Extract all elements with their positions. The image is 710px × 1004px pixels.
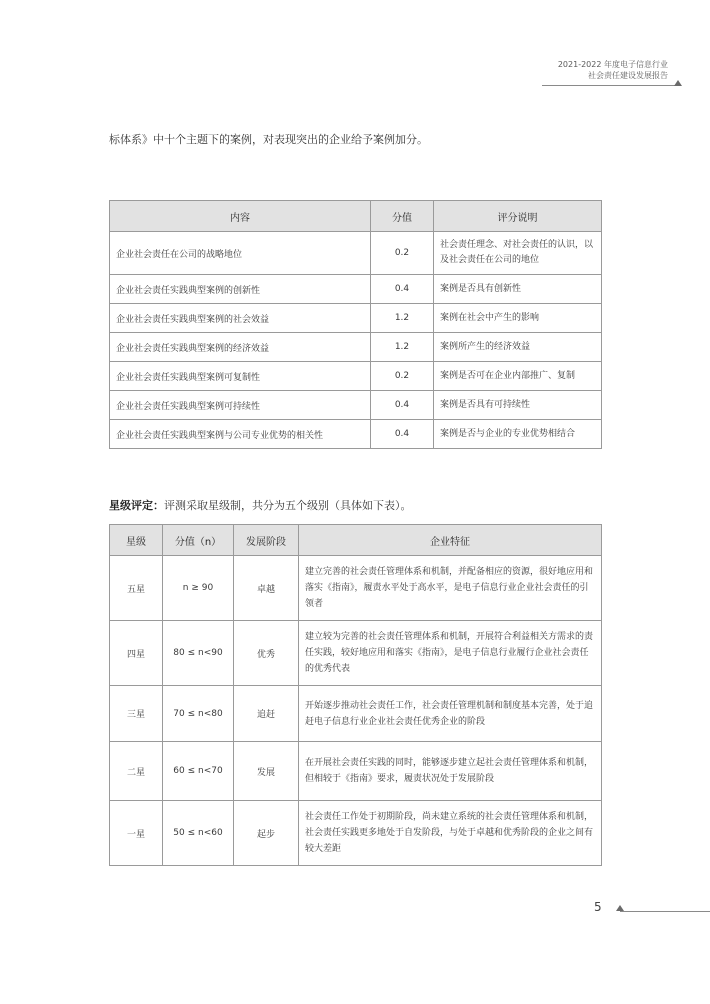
cell-score: 70 ≤ n<80 [163, 686, 234, 742]
cell-score: 0.4 [371, 420, 434, 449]
cell-score: 1.2 [371, 333, 434, 362]
page-number: 5 [594, 900, 602, 914]
cell-desc: 案例在社会中产生的影响 [434, 304, 602, 333]
cell-desc: 案例是否可在企业内部推广、复制 [434, 362, 602, 391]
col-header-score: 分值（n） [163, 525, 234, 556]
case-scoring-table [109, 200, 602, 449]
table-row [110, 362, 602, 391]
col-header-score: 分值 [371, 201, 434, 232]
table-row [110, 304, 602, 333]
cell-feature: 社会责任工作处于初期阶段，尚未建立系统的社会责任管理体系和机制，社会责任实践更多地处于自发阶段，与处于卓越和优秀阶段的企业之间有较大差距 [299, 801, 602, 866]
header-line1: 2021-2022 年度电子信息行业 [557, 60, 668, 69]
cell-feature: 建立完善的社会责任管理体系和机制，并配备相应的资源，很好地应用和落实《指南》，履责水平处于高水平，是电子信息行业企业社会责任的引领者 [299, 556, 602, 621]
table-row [110, 686, 602, 742]
cell-score: 0.2 [371, 362, 434, 391]
cell-score: 80 ≤ n<90 [163, 621, 234, 686]
cell-score: 50 ≤ n<60 [163, 801, 234, 866]
cell-feature: 开始逐步推动社会责任工作，社会责任管理机制和制度基本完善，处于追赶电子信息行业企业社会责任优秀企业的阶段 [299, 686, 602, 742]
table-row [110, 391, 602, 420]
cell-content: 企业社会责任实践典型案例的社会效益 [110, 304, 371, 333]
cell-content: 企业社会责任在公司的战略地位 [110, 232, 371, 275]
cell-content: 企业社会责任实践典型案例可复制性 [110, 362, 371, 391]
col-header-stage: 发展阶段 [234, 525, 299, 556]
cell-stage: 优秀 [234, 621, 299, 686]
cell-content: 企业社会责任实践典型案例的经济效益 [110, 333, 371, 362]
cell-score: 60 ≤ n<70 [163, 742, 234, 801]
cell-content: 企业社会责任实践典型案例可持续性 [110, 391, 371, 420]
report-header [558, 59, 668, 81]
cell-star: 一星 [110, 801, 163, 866]
table-row [110, 232, 602, 275]
table-row [110, 801, 602, 866]
table-header-row [110, 525, 602, 556]
col-header-feature: 企业特征 [299, 525, 602, 556]
intro-paragraph: 标体系》中十个主题下的案例，对表现突出的企业给予案例加分。 [109, 133, 428, 146]
cell-score: n ≥ 90 [163, 556, 234, 621]
cell-content: 企业社会责任实践典型案例与公司专业优势的相关性 [110, 420, 371, 449]
cell-score: 0.4 [371, 275, 434, 304]
cell-desc: 案例是否与企业的专业优势相结合 [434, 420, 602, 449]
star-rating-table [109, 524, 602, 866]
star-rating-text: 评测采取星级制，共分为五个级别（具体如下表）。 [164, 499, 412, 512]
cell-desc: 案例所产生的经济效益 [434, 333, 602, 362]
header-line2: 社会责任建设发展报告 [588, 71, 668, 80]
table-row [110, 420, 602, 449]
star-rating-paragraph [109, 497, 412, 513]
header-divider [542, 85, 680, 86]
cell-feature: 建立较为完善的社会责任管理体系和机制，开展符合利益相关方需求的责任实践，较好地应用和落实《指南》，是电子信息行业履行企业社会责任的优秀代表 [299, 621, 602, 686]
cell-star: 四星 [110, 621, 163, 686]
cell-feature: 在开展社会责任实践的同时，能够逐步建立起社会责任管理体系和机制，但相较于《指南》要求，履责状况处于发展阶段 [299, 742, 602, 801]
cell-star: 二星 [110, 742, 163, 801]
cell-stage: 发展 [234, 742, 299, 801]
col-header-star: 星级 [110, 525, 163, 556]
table-row [110, 621, 602, 686]
cell-star: 五星 [110, 556, 163, 621]
footer-divider [620, 911, 710, 912]
header-triangle-icon [674, 80, 682, 86]
cell-score: 0.4 [371, 391, 434, 420]
cell-desc: 案例是否具有创新性 [434, 275, 602, 304]
cell-desc: 案例是否具有可持续性 [434, 391, 602, 420]
table-row [110, 275, 602, 304]
cell-content: 企业社会责任实践典型案例的创新性 [110, 275, 371, 304]
col-header-content: 内容 [110, 201, 371, 232]
star-rating-label: 星级评定： [109, 499, 164, 512]
cell-score: 1.2 [371, 304, 434, 333]
table-row [110, 556, 602, 621]
cell-stage: 起步 [234, 801, 299, 866]
col-header-desc: 评分说明 [434, 201, 602, 232]
table-row [110, 742, 602, 801]
table-header-row [110, 201, 602, 232]
cell-star: 三星 [110, 686, 163, 742]
cell-stage: 追赶 [234, 686, 299, 742]
table-row [110, 333, 602, 362]
cell-score: 0.2 [371, 232, 434, 275]
cell-stage: 卓越 [234, 556, 299, 621]
cell-desc: 社会责任理念、对社会责任的认识，以及社会责任在公司的地位 [434, 232, 602, 275]
